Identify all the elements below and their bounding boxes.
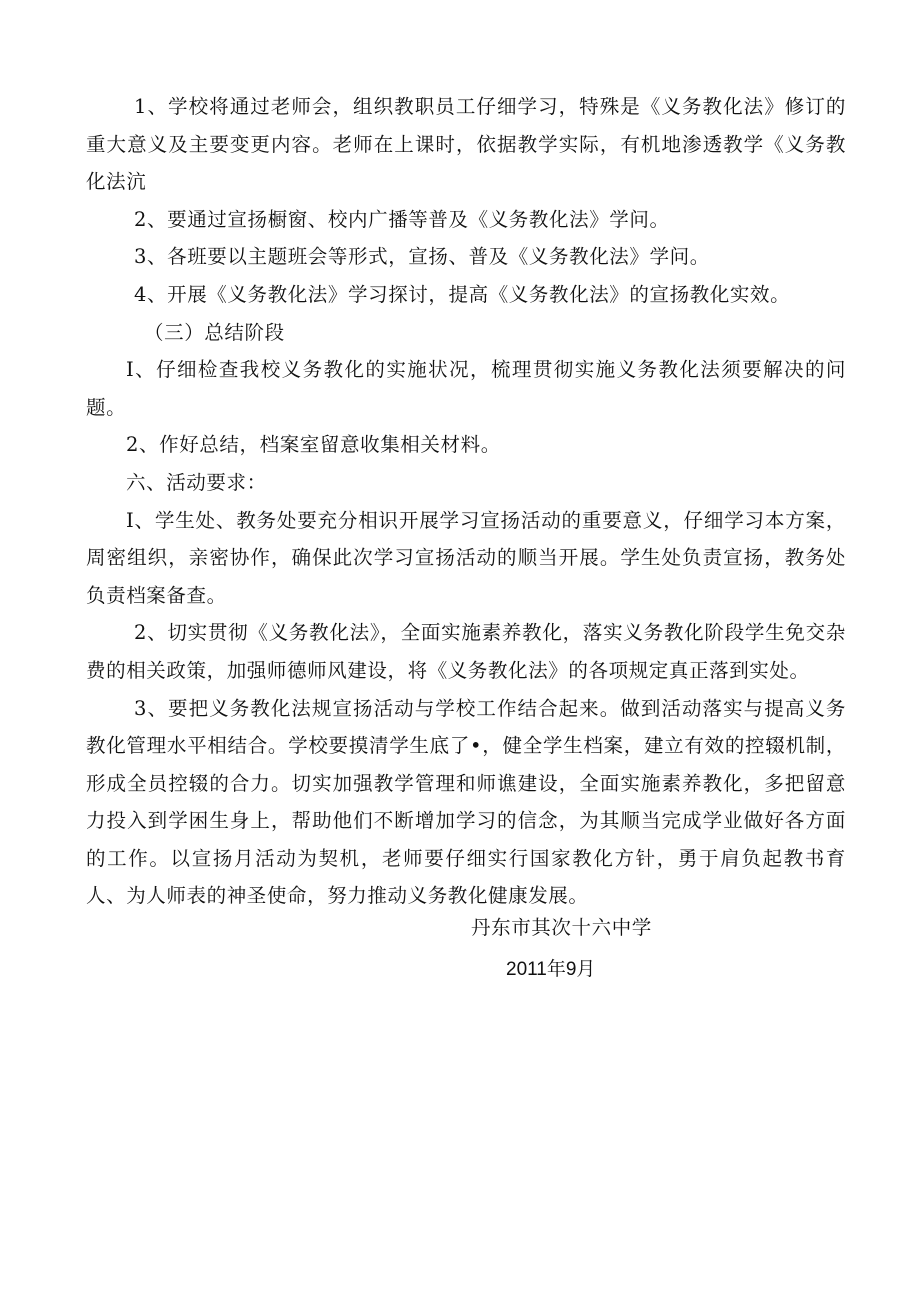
phase3-heading: （三）总结阶段 [144,320,285,344]
paragraph-phase3-item2: 2、作好总结，档案室留意收集相关材料。 [126,433,501,457]
paragraph-phase2-item2: 2、要通过宣扬橱窗、校内广播等普及《义务教化法》学问。 [134,207,670,231]
paragraph-phase2-item3: 3、各班要以主题班会等形式，宣扬、普及《义务教化法》学问。 [134,245,710,269]
paragraph-phase2-item1: 1、学校将通过老师会，组织教职员工仔细学习，特殊是《义务教化法》修订的重大意义及主要变更内容。老师在上课时，依据教学实际，有机地渗透教学《义务教化法沆 [86,95,846,194]
signature-organization: 丹东市其次十六中学 [471,916,652,939]
paragraph-phase3-item1: I、仔细检查我校义务教化的实施状况，梳理贯彻实施义务教化法须要解决的问题。 [86,358,846,419]
paragraph-requirement-3: 3、要把义务教化法规宣扬活动与学校工作结合起来。做到活动落实与提高义务教化管理水平相结合。学校要摸清学生底了•，健全学生档案，建立有效的控辍机制，形成全员控辍的合力。切实加强教学管理和师谯建设，全面实施素养教化，多把留意力投入到学困生身上，帮助他们不断增加学习的信念，为其顺当完成学业做好各方面的工作。以宣扬月活动为契机，老师要仔细实行国家教化方针，勇于肩负起教书育人、为人师表的神圣使命，努力推动义务教化健康发展。 [86,696,846,908]
document-body [86,88,846,915]
signature-date: 2011年9月 [506,959,596,980]
paragraph-requirement-2: 2、切实贯彻《义务教化法》，全面实施素养教化，落实义务教化阶段学生免交杂费的相关政策，加强师德师风建设，将《义务教化法》的各项规定真正落到实处。 [86,621,846,682]
paragraph-phase2-item4: 4、开展《义务教化法》学习探讨，提高《义务教化法》的宣扬教化实效。 [134,282,791,306]
section6-heading: 六、活动要求： [126,470,267,494]
paragraph-requirement-1: I、学生处、教务处要充分相识开展学习宣扬活动的重要意义，仔细学习本方案，周密组织，亲密协作，确保此次学习宣扬活动的顺当开展。学生处负责宣扬，教务处负责档案备查。 [86,508,846,607]
